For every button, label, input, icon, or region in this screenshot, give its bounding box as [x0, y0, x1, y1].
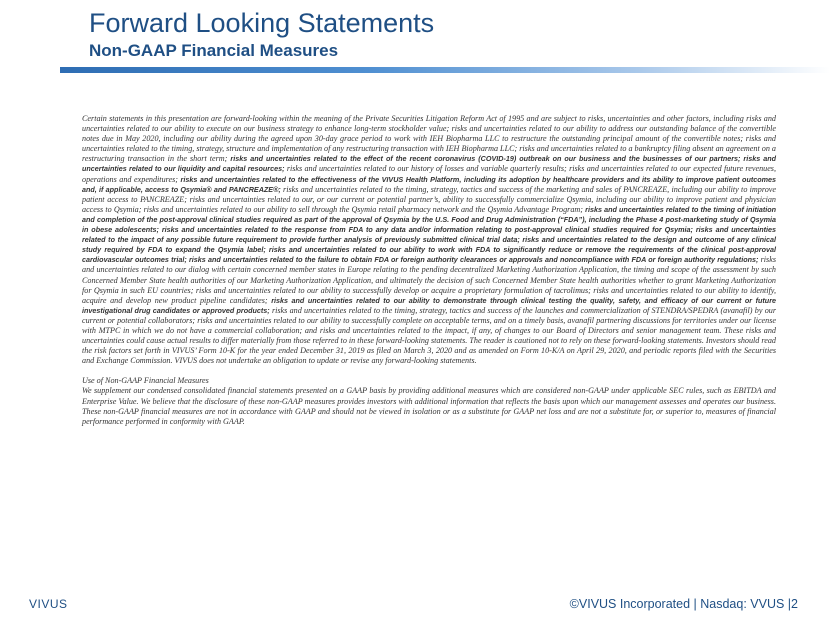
text-segment: risks and uncertainties related to the timing, strategy, tactics and success of the launches and commercialization of STENDRA/SPEDRA (avanafil) by our current or potential collaborators; risks and uncertainties related to our ability to successfully complete on acceptable terms, and on a timely basis, avanafil partnering discussions for territories under our license with MTPC in which we do not have a commercial collaboration; and risks and uncertainties related to the impact, if any, of changes to our Board of Directors and senior management team. These risks and uncertainties could cause actual results to differ materially from those referred to in these forward-looking statements. The reader is cautioned not to rely on these forward-looking statements. Investors should read the risk factors set forth in VIVUS’ Form 10-K for the year ended December 31, 2019 as filed on March 3, 2020 and as amended on Form 10-K/A on April 29, 2020, and periodic reports filed with the Securities and Exchange Commission. VIVUS does not undertake an obligation to update or revise any forward-looking statements.: [82, 305, 776, 366]
text-segment: Certain statements in this presentation are forward-looking within the meaning of the Private Securities Litigation Reform Act of 1995 and are subject to risks, uncertainties and other factors, including risks and uncertainties related to our ability to execute on our business strategy to enhance long-term stockholder value; risks and uncertainties related to our ability to address our outstanding balance of the convertible notes due in May 2020, including our ability during the agreed upon 30-day grace period to work with IEH Biopharma LLC to restructure the outstanding principal amount of the convertible notes; risks and uncertainties related to the timing, strategy, structure and implementation of any restructuring transaction with IEH Biopharma LLC; risks and uncertainties related to a bankruptcy filing absent an agreement on a restructuring transaction in the short term;: [82, 114, 776, 164]
emphasized-text-segment: risks and uncertainties related to the timing of initiation and completion of the post-approval clinical studies required as part of the approval of Qsymia by the U.S. Food and Drug Administration (“FDA”), including the Phase 4 post-marketing study of Qsymia in obese adolescents; risks and uncertainties related to the response from FDA to any data and/or information relating to post-approval clinical studies required for Qsymia; risks and uncertainties related to the impact of any possible future requirement to provide further analysis of previously submitted clinical trial data; risks and uncertainties related to the design and outcome of any clinical study required by FDA to expand the Qsymia label; risks and uncertainties related to our ability to work with FDA to significantly reduce or remove the requirements of the clinical post-approval cardiovascular outcomes trial; risks and uncertainties related to the failure to obtain FDA or foreign authority clearances or approvals and noncompliance with FDA or foreign authority regulations;: [82, 204, 777, 265]
title-underline-divider: [60, 67, 830, 73]
emphasized-text-segment: risks and uncertainties related to the effect of the recent coronavirus (COVID-19) outbreak on our business and the businesses of our partners; risks and uncertainties related to our liquidity and capital resources;: [82, 154, 776, 174]
footer-brand-logo: VIVUS: [29, 597, 68, 611]
emphasized-text-segment: risks and uncertainties related to the effectiveness of the VIVUS Health Platform, including its adoption by healthcare providers and its ability to improve patient outcomes and, if applicable, access to Qsymia® and PANCREAZE®;: [82, 174, 776, 194]
page-subtitle: Non-GAAP Financial Measures: [89, 41, 339, 60]
text-segment: risks and uncertainties related to the timing, strategy, tactics and success of the marketing and sales of PANCREAZE, including our ability to improve patient access to PANCREAZE; risks and uncertainties related to our, or our current or potential partner’s, ability to successfully commercialize Qsymia, including our ability to improve patient and physician access to Qsymia; risks and uncertainties related to our ability to sell through the Qsymia retail pharmacy network and the Qsymia Advantage Program;: [82, 184, 776, 214]
nongaap-heading: Use of Non-GAAP Financial Measures: [82, 376, 209, 386]
nongaap-paragraph: We supplement our condensed consolidated financial statements presented on a GAAP basis by providing additional measures which are considered non-GAAP under applicable SEC rules, such as EBITDA and Enterprise Value. We believe that the disclosure of these non-GAAP measures provides investors with additional information that reflects the basis upon which our management assesses and operates our business. These non-GAAP financial measures are not in accordance with GAAP and should not be viewed in isolation or as a substitute for GAAP net loss and are not a substitute for, or superior to, measures of financial performance performed in conformity with GAAP.: [82, 386, 776, 426]
footer-copyright: ©VIVUS Incorporated | Nasdaq: VVUS |2: [569, 597, 798, 611]
disclaimer-body: [82, 114, 776, 427]
text-segment: risks and uncertainties related to our dialog with certain concerned member states in Europe relating to the pending decentralized Marketing Authorization Application, the timing and scope of the assessment by such Concerned Member State health authorities of our Marketing Authorization Application, and ultimately the decision of such Concerned Member State health authorities whether to grant Marketing Authorization for Qsymia in such EU countries; risks and uncertainties related to our ability to successfully develop or acquire a proprietary formulation of tacrolimus; risks and uncertainties related to our ability to identify, acquire and develop new product pipeline candidates;: [82, 255, 776, 305]
emphasized-text-segment: risks and uncertainties related to our ability to demonstrate through clinical testing the quality, safety, and efficacy of our current or future investigational drug candidates or approved products;: [82, 295, 776, 315]
text-segment: risks and uncertainties related to our history of losses and variable quarterly results; risks and uncertainties related to our expected future revenues, operations and expenditures;: [82, 164, 777, 184]
forward-looking-paragraph: [82, 114, 776, 366]
page-title: Forward Looking Statements: [89, 8, 435, 38]
